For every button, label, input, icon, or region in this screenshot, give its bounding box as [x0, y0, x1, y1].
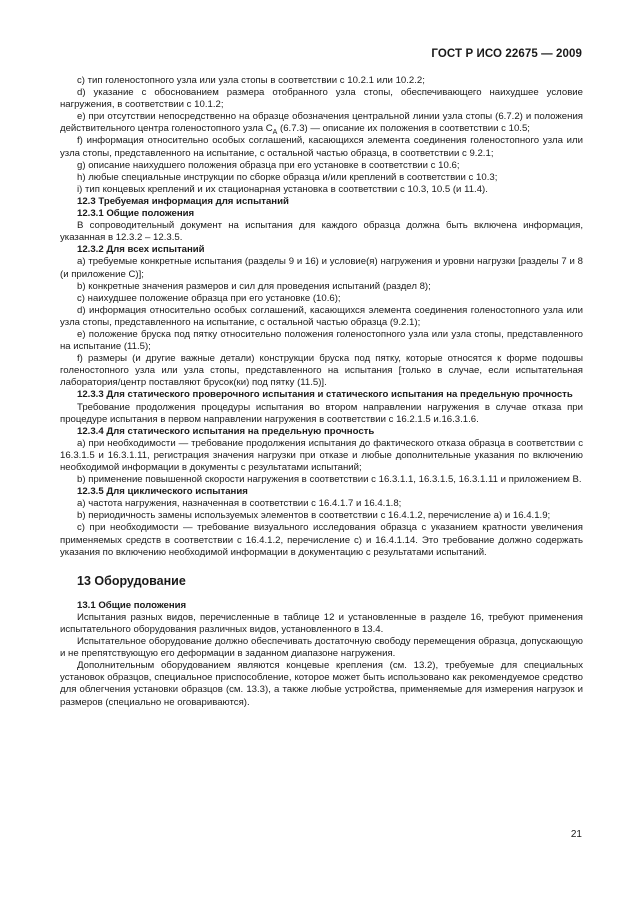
paragraph: d) информация относительно особых соглашений, касающихся элемента соединения голеностопного узла или узла стопы, представленного на испытание, с остальной частью образца (9.2.1); — [60, 304, 583, 328]
paragraph: a) частота нагружения, назначенная в соответствии с 16.4.1.7 и 16.4.1.8; — [77, 498, 402, 510]
paragraph: a) при необходимости — требование продолжения испытания до фактического отказа образца в соответствии с 16.3.1.5 и 16.3.1.11, регистрация значения нагрузки при отказе и любые дополнительные указания по включению необходимой информации в документы с результатами испытаний; — [60, 437, 583, 473]
paragraph-text: e) при отсутствии непосредственно на образце обозначения центральной линии узла стопы (6.7.2) и положения действительного центра голеностопного узла C — [60, 111, 583, 135]
paragraph: В сопроводительный документ на испытания для каждого образца должна быть включена информация, указанная в 12.3.2 – 12.3.5. — [60, 220, 583, 244]
paragraph: f) информация относительно особых соглашений, касающихся элемента соединения голеностопного узла или узла стопы, представленного на испытание, с остальной частью образца, в соответствии с 9.2.1; — [60, 135, 583, 159]
subsection-heading: 12.3.4 Для статического испытания на предельную прочность — [77, 425, 375, 437]
paragraph: b) применение повышенной скорости нагружения в соответствии с 16.3.1.1, 16.3.1.5, 16.3.1.11 и приложением В. — [77, 474, 582, 486]
paragraph: d) указание с обоснованием размера отобранного узла стопы, обеспечивающего наихудшее условие нагружения, в соответствии с 10.1.2; — [60, 87, 583, 111]
section-13-heading: 13 Оборудование — [77, 573, 186, 588]
paragraph: b) конкретные значения размеров и сил для проведения испытаний (раздел 8); — [77, 280, 431, 292]
paragraph: Требование продолжения процедуры испытания во втором направлении нагружения в случае отказа при процедуре испытания в первом направлении нагружения в соответствии с 16.2.1.5 и.16.3.1.6. — [60, 401, 583, 425]
subsection-heading: 12.3.3 Для статического проверочного испытания и статического испытания на предельную прочность — [77, 389, 573, 401]
subsection-heading: 12.3.2 Для всех испытаний — [77, 244, 205, 256]
subscript: A — [272, 129, 278, 137]
subsection-heading: 12.3 Требуемая информация для испытаний — [77, 195, 289, 207]
page-number: 21 — [570, 829, 582, 840]
paragraph: a) требуемые конкретные испытания (разделы 9 и 16) и условие(я) нагружения и уровни нагрузки [разделы 7 и 8 (и приложение С)]; — [60, 256, 583, 280]
paragraph: b) периодичность замены используемых элементов в соответствии с 16.4.1.2, перечисление a) и 16.4.1.9; — [77, 510, 551, 522]
subsection-heading: 12.3.5 Для циклического испытания — [77, 486, 248, 498]
paragraph: c) при необходимости — требование визуального исследования образца с указанием кратности увеличения применяемых средств в соответствии с 16.4.1.2, перечисление c) и 16.4.1.14. Это требование должно содержать указания по включению необходимой информации в документацию с результатами испытаний. — [60, 522, 583, 558]
section-13-text — [60, 600, 583, 709]
subsection-heading: 13.1 Общие положения — [77, 599, 187, 611]
standard-header: ГОСТ Р ИСО 22675 — 2009 — [431, 48, 582, 60]
paragraph: g) описание наихудшего положения образца при его установке в соответствии с 10.6; — [77, 159, 460, 171]
paragraph: i) тип концевых креплений и их стационарная установка в соответствии с 10.3, 10.5 (и 11.4). — [77, 183, 488, 195]
paragraph: e) положение бруска под пятку относительно положения голеностопного узла или узла стопы, представленного на испытание (11.5); — [60, 328, 583, 353]
paragraph: Дополнительным оборудованием являются концевые крепления (см. 13.2), требуемые для специальных установок образцов, специальное приспособление, которое может быть использовано как рекомендуемое средство для облегчения установки образцов (см. 13.3), а также любые устройства, применяемые для измерения нагрузок и размеров (специально не оговариваются). — [60, 660, 583, 708]
paragraph: c) наихудшее положение образца при его установке (10.6); — [77, 292, 341, 304]
paragraph-text: (6.7.3) — описание их положения в соответствии с 10.5; — [277, 123, 530, 135]
paragraph: Испытательное оборудование должно обеспечивать достаточную свободу перемещения образца, допускающую и не препятствующую его деформации в заданном диапазоне нагружения. — [60, 636, 583, 660]
paragraph — [60, 111, 583, 135]
paragraph: Испытания разных видов, перечисленные в таблице 12 и установленные в разделе 16, требуют применения испытательного оборудования различных видов, установленного в 13.4. — [60, 611, 583, 635]
subsection-heading: 12.3.1 Общие положения — [77, 208, 195, 220]
page-content — [60, 75, 583, 709]
paragraph: h) любые специальные инструкции по сборке образца и/или креплений в соответствии с 10.3; — [77, 171, 498, 183]
paragraph: f) размеры (и другие важные детали) конструкции бруска под пятку, которые относятся к форме подошвы голеностопного узла или узла стопы, представленного на испытания [только в случае, если испытательная лаборатория/центр поставляют брусок(ки) под пятку (11.5)]. — [60, 353, 583, 389]
paragraph: c) тип голеностопного узла или узла стопы в соответствии с 10.2.1 или 10.2.2; — [77, 75, 425, 86]
section-12-text — [60, 75, 583, 559]
